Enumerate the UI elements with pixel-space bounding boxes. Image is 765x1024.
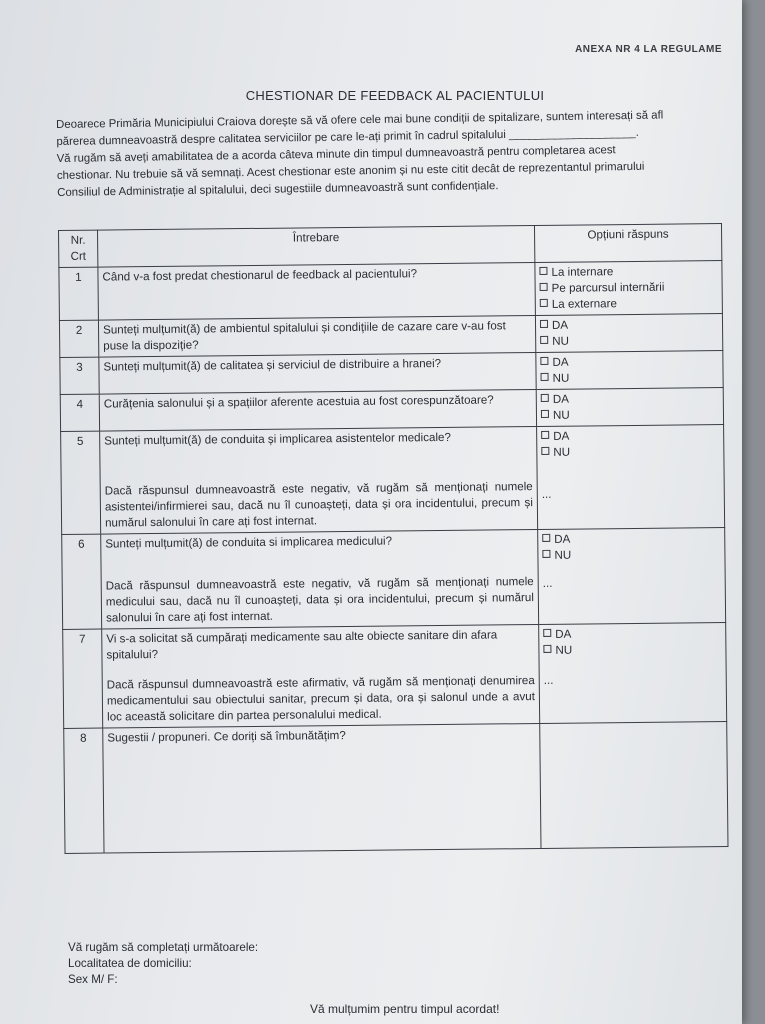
checkbox-icon[interactable] [540,283,548,291]
header-options: Opțiuni răspuns [534,224,721,263]
checkbox-icon[interactable] [540,299,548,307]
option-label: La internare [551,265,614,279]
row-number: 6 [62,534,102,629]
checkbox-icon[interactable] [540,336,548,344]
question-text: Sunteți mulțumit(ă) de conduita și implicarea asistentelor medicale? [104,430,451,448]
question-text: Sunteți mulțumit(ă) de ambientul spitalului și condițiile de cazare care v-au fost puse la dispoziție? [98,316,535,358]
options-cell [536,388,723,427]
question-cell [102,624,540,728]
checkbox-icon[interactable] [542,534,550,542]
page-title: CHESTIONAR DE FEEDBACK AL PACIENTULUI [245,88,545,103]
intro-line: chestionar. Nu trebuie să vă semnați. Acest chestionar este anonim și nu este citit decât de reprezentantul primarului [56,160,645,182]
table-row [64,722,728,854]
option[interactable] [540,295,718,313]
intro-line: Deoarece Primăria Municipiului Craiova dorește să vă ofere cele mai bune condiții de spitalizare, suntem interesați să afl [56,109,664,131]
checkbox-icon[interactable] [540,320,548,328]
table-row [59,261,723,321]
question-text[interactable]: Sugestii / propuneri. Ce doriți să îmbunătățim? [103,723,541,853]
options-cell [537,425,725,530]
checkbox-icon[interactable] [543,645,551,653]
intro-line: Consiliul de Administrație al spitalului, deci sugestiile dumneavoastră sunt confidențiale. [57,180,499,199]
sex-field[interactable]: Sex M/ F: [68,973,118,986]
row-number: 4 [60,394,99,431]
options-cell [539,623,727,724]
option-label: DA [552,355,569,369]
question-text: Sunteți mulțumit(ă) de calitatea și serviciul de distribuire a hranei? [99,353,536,395]
option-label: DA [551,318,569,332]
option[interactable] [541,427,719,445]
row-number: 7 [63,629,103,728]
checkbox-icon[interactable] [539,267,547,275]
option[interactable] [542,530,720,548]
header-nr: Nr. Crt [59,230,98,267]
row-number: 1 [59,267,99,320]
intro-line: părerea dumneavoastră despre calitatea serviciilor pe care le-ați primit în cadrul spitalului ____________________. [56,126,639,148]
table-row [61,425,725,535]
questionnaire-table [58,223,728,854]
checkbox-icon[interactable] [541,447,549,455]
option[interactable] [541,390,719,408]
options-cell [538,528,726,625]
option[interactable] [542,546,720,564]
header-question: Întrebare [98,226,535,268]
option[interactable] [539,263,717,281]
answer-blank[interactable]: ... [541,487,552,501]
option[interactable] [541,369,719,387]
option-label: La externare [551,297,617,311]
table-row [62,528,726,630]
locality-field[interactable]: Localitatea de domiciliu: [68,957,192,970]
question-cell [101,529,539,629]
option[interactable] [540,316,718,334]
footer-intro: Vă rugăm să completați următoarele: [68,941,259,954]
option[interactable] [541,443,719,461]
followup-text: Dacă răspunsul dumneavoastră este afirmativ, vă rugăm să menționați denumirea medicamentului sau obiectului sanitar, precum și data, ora și salonul unde a avut loc această solicitare din partea personalului medical. [106,674,535,724]
options-cell [535,314,722,353]
row-number: 8 [64,728,104,853]
checkbox-icon[interactable] [541,373,549,381]
followup-text: Dacă răspunsul dumneavoastră este negativ, vă rugăm să menționați numele asistentei/infirmierei sau, dacă nu îl cunoașteți, data și ora incidentului, precum și numărul salonului în care ați fost internat. [104,480,533,530]
checkbox-icon[interactable] [541,410,549,418]
question-text: Când v-a fost predat chestionarul de feedback al pacientului? [98,263,536,321]
option-label: NU [555,643,573,657]
option-label: NU [552,408,570,422]
footer-fields [68,940,258,988]
checkbox-icon[interactable] [541,431,549,439]
question-text: Curățenia salonului și a spațiilor aferente acestuia au fost corespunzătoare? [99,390,536,432]
row-number: 2 [59,320,98,357]
options-cell [536,351,723,390]
option-label: Pe parcursul internării [551,280,665,295]
option[interactable] [540,353,718,371]
checkbox-icon[interactable] [541,394,549,402]
option[interactable] [540,279,718,297]
options-cell [535,261,723,316]
question-text: Sunteți mulțumit(ă) de conduita si implicarea medicului? [105,534,393,551]
option-label: DA [552,392,569,406]
option-label: NU [553,445,571,459]
option-label: DA [554,532,571,546]
option-label: NU [554,548,572,562]
checkbox-icon[interactable] [540,357,548,365]
intro-paragraph [56,106,737,202]
option-label: DA [553,429,570,443]
checkbox-icon[interactable] [543,629,551,637]
thanks-message: Vă mulțumim pentru timpul acordat! [310,1002,500,1016]
option-label: DA [555,627,572,641]
row-number: 5 [61,431,101,534]
option[interactable] [543,641,721,659]
answer-blank[interactable]: ... [542,576,553,590]
checkbox-icon[interactable] [542,550,550,558]
options-cell[interactable] [540,722,728,849]
option[interactable] [541,406,719,424]
option[interactable] [540,332,718,350]
option[interactable] [543,625,721,643]
intro-line: Vă rugăm să aveți amabilitatea de a acorda câteva minute din timpul dumneavoastră pentru completarea acest [56,144,616,165]
table-row [63,623,727,729]
question-text: Vi s-a solicitat să cumpărați medicamente sau alte obiecte sanitare din afara spitalului? [106,628,498,662]
row-number: 3 [60,357,99,394]
option-label: NU [552,371,570,385]
answer-blank[interactable]: ... [543,673,554,687]
option-label: NU [552,334,570,348]
question-cell [100,426,538,534]
annex-label: ANEXA NR 4 LA REGULAME [575,44,722,55]
followup-text: Dacă răspunsul dumneavoastră este negativ, vă rugăm să menționați numele medicului sau, dacă nu îl cunoașteți, data și ora incidentului, precum și numărul salonului în care ați fost internat. [105,575,534,625]
